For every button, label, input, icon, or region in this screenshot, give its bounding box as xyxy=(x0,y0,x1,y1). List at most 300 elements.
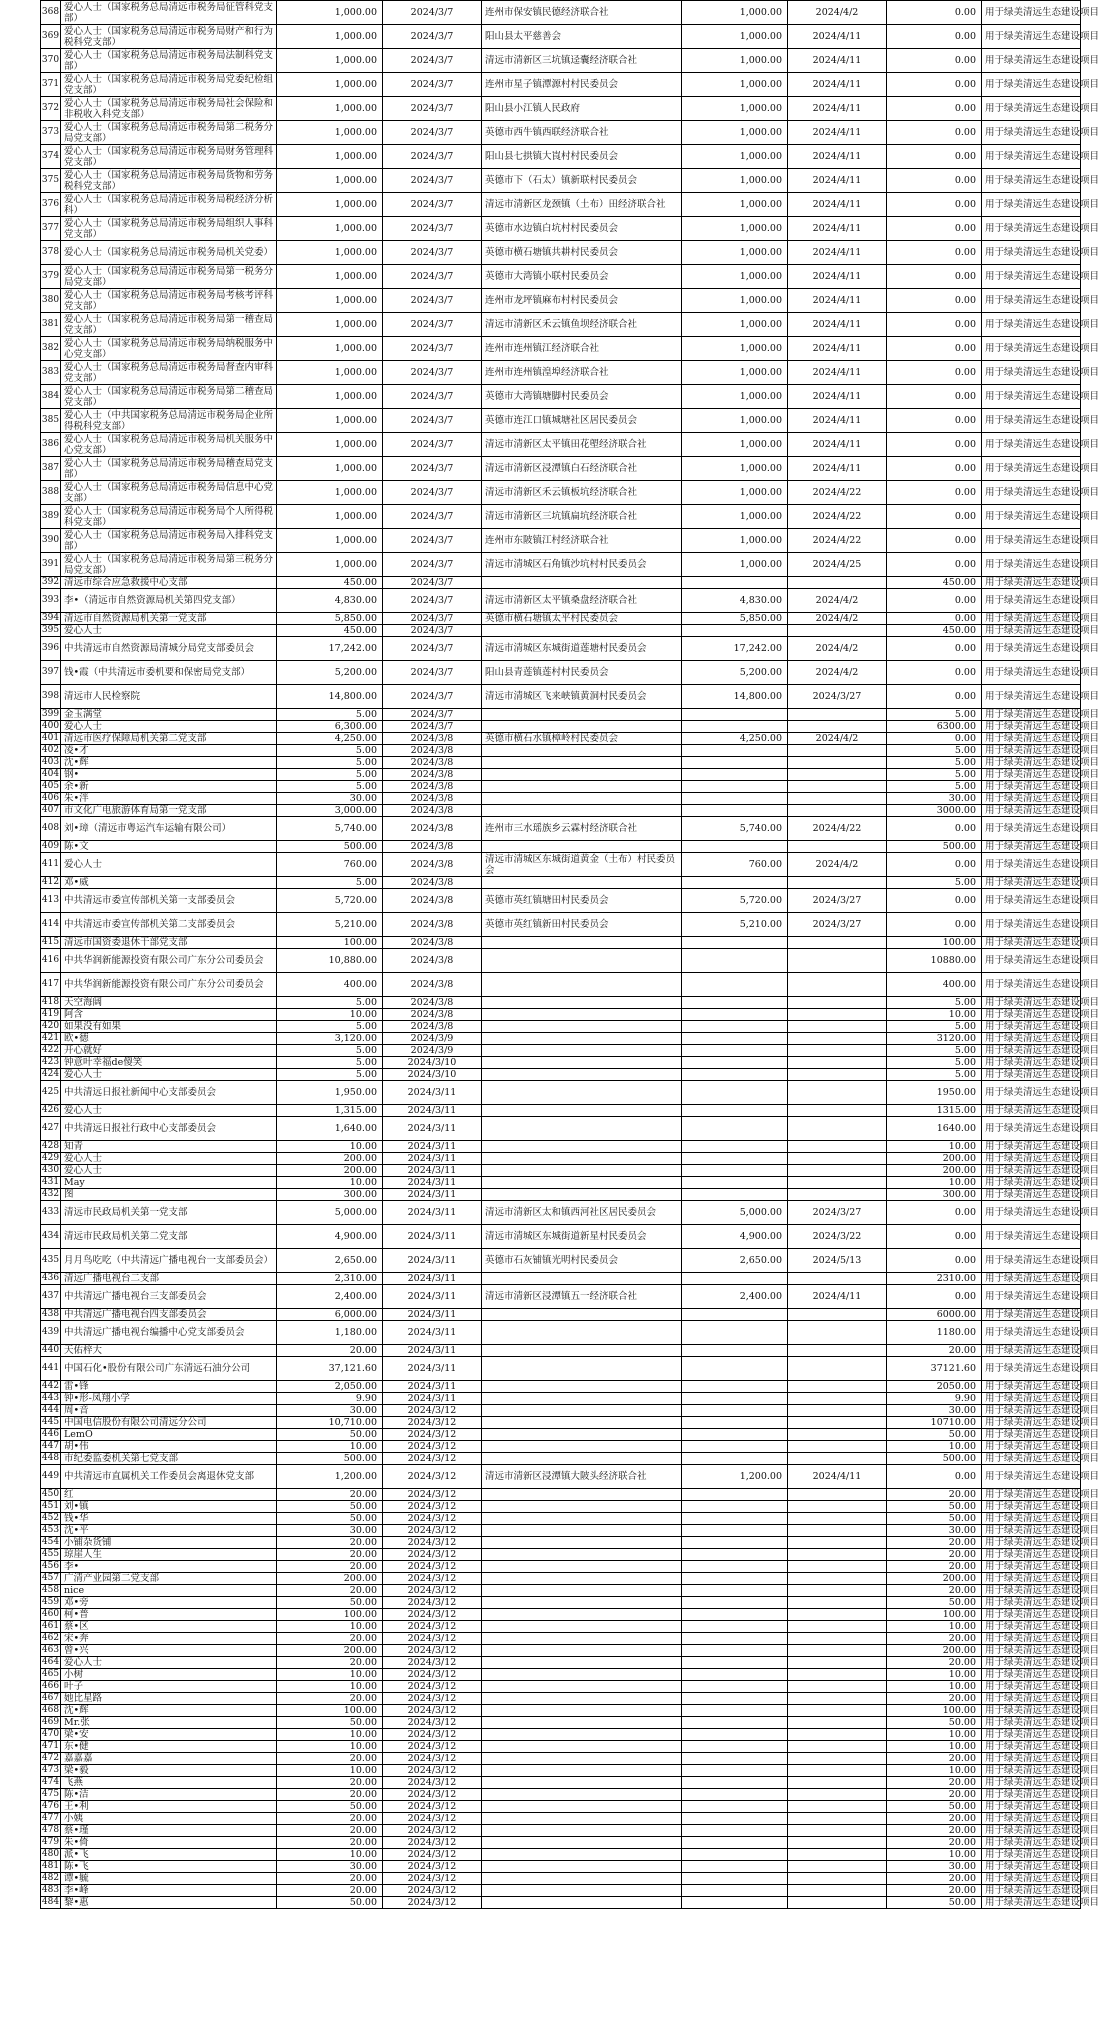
donation-date-cell: 2024/3/12 xyxy=(383,1585,482,1597)
purpose-cell: 用于绿美清远生态建设项目 xyxy=(982,553,1081,577)
disbursed-date-cell xyxy=(788,1345,887,1357)
donor-cell: 王•利 xyxy=(61,1801,277,1813)
balance-cell: 0.00 xyxy=(887,1201,982,1225)
disbursed-date-cell xyxy=(788,1633,887,1645)
table-row xyxy=(41,1417,1081,1429)
recipient-cell: 清远市清城区东城街道黄金（土布）村民委员会 xyxy=(482,853,682,877)
table-row xyxy=(41,1645,1081,1657)
purpose-cell: 用于绿美清远生态建设项目 xyxy=(982,733,1081,745)
donor-cell: 爱心人士（国家税务总局清远市税务局第二税务分局党支部） xyxy=(61,121,277,145)
recipient-cell xyxy=(482,1105,682,1117)
donor-cell: 邓•旁 xyxy=(61,1597,277,1609)
balance-cell: 5.00 xyxy=(887,877,982,889)
disbursed-date-cell xyxy=(788,1561,887,1573)
balance-cell: 0.00 xyxy=(887,25,982,49)
recipient-cell: 连州市连州镇湟埠经济联合社 xyxy=(482,361,682,385)
balance-cell: 400.00 xyxy=(887,973,982,997)
table-row xyxy=(41,1825,1081,1837)
row-number: 467 xyxy=(41,1693,60,1703)
disbursed-amount-cell: 17,242.00 xyxy=(682,637,788,661)
table-row xyxy=(41,169,1081,193)
amount-cell: 1,000.00 xyxy=(277,385,383,409)
donor-cell: 爱心人士（国家税务总局清远市税务局财产和行为税科党支部） xyxy=(61,25,277,49)
disbursed-date-cell xyxy=(788,1105,887,1117)
disbursed-date-cell xyxy=(788,1429,887,1441)
amount-cell: 20.00 xyxy=(277,1693,383,1705)
donor-cell: 朱•泮 xyxy=(61,793,277,805)
table-row xyxy=(41,1729,1081,1741)
disbursed-amount-cell xyxy=(682,1669,788,1681)
amount-cell: 1,000.00 xyxy=(277,313,383,337)
balance-cell: 0.00 xyxy=(887,265,982,289)
table-row xyxy=(41,1765,1081,1777)
disbursed-date-cell xyxy=(788,1525,887,1537)
row-number: 378 xyxy=(41,241,61,265)
disbursed-date-cell: 2024/4/11 xyxy=(788,265,887,289)
donation-date-cell: 2024/3/8 xyxy=(383,913,482,937)
donor-cell: 小姨 xyxy=(61,1813,277,1825)
purpose-cell: 用于绿美清远生态建设项目 xyxy=(982,1621,1081,1633)
balance-cell: 6000.00 xyxy=(887,1309,982,1321)
donation-date-cell: 2024/3/12 xyxy=(383,1669,482,1681)
disbursed-amount-cell: 1,000.00 xyxy=(682,337,788,361)
disbursed-date-cell xyxy=(788,1501,887,1513)
row-number: 450 xyxy=(41,1489,60,1499)
recipient-cell xyxy=(482,781,682,793)
donor-cell: 红 xyxy=(61,1489,277,1501)
table-row xyxy=(41,1321,1081,1345)
row-number: 463 xyxy=(41,1645,60,1655)
recipient-cell xyxy=(482,1069,682,1081)
donation-date-cell: 2024/3/7 xyxy=(383,709,482,721)
table-row xyxy=(41,1885,1081,1897)
balance-cell: 450.00 xyxy=(887,577,982,589)
disbursed-amount-cell: 1,000.00 xyxy=(682,457,788,481)
purpose-cell: 用于绿美清远生态建设项目 xyxy=(982,1249,1081,1273)
disbursed-date-cell xyxy=(788,1393,887,1405)
donor-cell: 爱心人士（国家税务总局清远市税务局机关党委） xyxy=(61,241,277,265)
amount-cell: 20.00 xyxy=(277,1489,383,1501)
donor-cell: 中共清远日报社行政中心支部委员会 xyxy=(61,1117,277,1141)
donation-date-cell: 2024/3/12 xyxy=(383,1813,482,1825)
disbursed-date-cell xyxy=(788,1585,887,1597)
balance-cell: 10.00 xyxy=(887,1441,982,1453)
balance-cell: 10.00 xyxy=(887,1621,982,1633)
table-row xyxy=(41,121,1081,145)
table-row xyxy=(41,1033,1081,1045)
row-number: 436 xyxy=(41,1273,60,1283)
disbursed-date-cell: 2024/4/11 xyxy=(788,385,887,409)
donation-date-cell: 2024/3/11 xyxy=(383,1105,482,1117)
amount-cell: 1,950.00 xyxy=(277,1081,383,1105)
donor-cell: 知青 xyxy=(61,1141,277,1153)
table-row xyxy=(41,1165,1081,1177)
table-row xyxy=(41,241,1081,265)
balance-cell: 0.00 xyxy=(887,733,982,745)
row-number: 484 xyxy=(41,1897,60,1907)
balance-cell: 50.00 xyxy=(887,1801,982,1813)
disbursed-amount-cell: 4,250.00 xyxy=(682,733,788,745)
amount-cell: 1,000.00 xyxy=(277,505,383,529)
donation-date-cell: 2024/3/9 xyxy=(383,1033,482,1045)
disbursed-date-cell xyxy=(788,1621,887,1633)
donation-date-cell: 2024/3/12 xyxy=(383,1501,482,1513)
row-number: 443 xyxy=(41,1393,60,1403)
donation-date-cell: 2024/3/10 xyxy=(383,1069,482,1081)
row-number: 423 xyxy=(41,1057,60,1067)
disbursed-date-cell: 2024/4/22 xyxy=(788,817,887,841)
disbursed-date-cell xyxy=(788,1021,887,1033)
table-row xyxy=(41,1801,1081,1813)
donor-cell: 爱心人士 xyxy=(61,1657,277,1669)
disbursed-amount-cell xyxy=(682,1441,788,1453)
recipient-cell: 清远市清新区太平镇桑盘经济联合社 xyxy=(482,589,682,613)
disbursed-date-cell: 2024/4/2 xyxy=(788,733,887,745)
disbursed-amount-cell xyxy=(682,769,788,781)
donation-date-cell: 2024/3/8 xyxy=(383,949,482,973)
recipient-cell xyxy=(482,1501,682,1513)
disbursed-amount-cell: 1,000.00 xyxy=(682,289,788,313)
amount-cell: 4,900.00 xyxy=(277,1225,383,1249)
recipient-cell: 连州市三水瑶族乡云霖村经济联合社 xyxy=(482,817,682,841)
donor-cell: Mr.张 xyxy=(61,1717,277,1729)
row-number: 431 xyxy=(41,1177,60,1187)
disbursed-date-cell: 2024/4/22 xyxy=(788,481,887,505)
table-row xyxy=(41,853,1081,877)
amount-cell: 37,121.60 xyxy=(277,1357,383,1381)
amount-cell: 1,180.00 xyxy=(277,1321,383,1345)
purpose-cell: 用于绿美清远生态建设项目 xyxy=(982,1849,1081,1861)
amount-cell: 50.00 xyxy=(277,1717,383,1729)
disbursed-amount-cell xyxy=(682,1561,788,1573)
balance-cell: 500.00 xyxy=(887,1453,982,1465)
disbursed-amount-cell xyxy=(682,1033,788,1045)
balance-cell: 0.00 xyxy=(887,217,982,241)
table-row xyxy=(41,661,1081,685)
donation-date-cell: 2024/3/8 xyxy=(383,757,482,769)
disbursed-date-cell xyxy=(788,709,887,721)
purpose-cell: 用于绿美清远生态建设项目 xyxy=(982,1873,1081,1885)
table-row xyxy=(41,1549,1081,1561)
balance-cell: 0.00 xyxy=(887,97,982,121)
disbursed-amount-cell: 2,650.00 xyxy=(682,1249,788,1273)
balance-cell: 9.90 xyxy=(887,1393,982,1405)
recipient-cell xyxy=(482,1513,682,1525)
table-row xyxy=(41,49,1081,73)
recipient-cell xyxy=(482,1573,682,1585)
donation-date-cell: 2024/3/11 xyxy=(383,1309,482,1321)
disbursed-date-cell: 2024/4/11 xyxy=(788,145,887,169)
amount-cell: 3,000.00 xyxy=(277,805,383,817)
purpose-cell: 用于绿美清远生态建设项目 xyxy=(982,1225,1081,1249)
balance-cell: 30.00 xyxy=(887,1861,982,1873)
recipient-cell xyxy=(482,1489,682,1501)
donation-date-cell: 2024/3/7 xyxy=(383,625,482,637)
row-number: 373 xyxy=(41,121,61,145)
amount-cell: 1,000.00 xyxy=(277,25,383,49)
recipient-cell xyxy=(482,1873,682,1885)
balance-cell: 30.00 xyxy=(887,793,982,805)
recipient-cell xyxy=(482,1645,682,1657)
purpose-cell: 用于绿美清远生态建设项目 xyxy=(982,1705,1081,1717)
row-number: 393 xyxy=(41,589,61,613)
purpose-cell: 用于绿美清远生态建设项目 xyxy=(982,889,1081,913)
disbursed-amount-cell xyxy=(682,1537,788,1549)
disbursed-date-cell: 2024/3/22 xyxy=(788,1225,887,1249)
recipient-cell: 连州市东陂镇江村经济联合社 xyxy=(482,529,682,553)
purpose-cell: 用于绿美清远生态建设项目 xyxy=(982,841,1081,853)
table-row xyxy=(41,1585,1081,1597)
purpose-cell: 用于绿美清远生态建设项目 xyxy=(982,1105,1081,1117)
disbursed-amount-cell xyxy=(682,841,788,853)
donation-date-cell: 2024/3/12 xyxy=(383,1753,482,1765)
table-row xyxy=(41,1249,1081,1273)
disbursed-date-cell xyxy=(788,1549,887,1561)
row-number: 434 xyxy=(41,1225,61,1249)
row-number: 381 xyxy=(41,313,61,337)
purpose-cell: 用于绿美清远生态建设项目 xyxy=(982,1501,1081,1513)
disbursed-amount-cell xyxy=(682,1453,788,1465)
donation-date-cell: 2024/3/8 xyxy=(383,973,482,997)
row-number: 480 xyxy=(41,1849,60,1859)
disbursed-amount-cell xyxy=(682,877,788,889)
purpose-cell: 用于绿美清远生态建设项目 xyxy=(982,433,1081,457)
donation-date-cell: 2024/3/12 xyxy=(383,1525,482,1537)
purpose-cell: 用于绿美清远生态建设项目 xyxy=(982,385,1081,409)
row-number: 458 xyxy=(41,1585,60,1595)
disbursed-date-cell xyxy=(788,769,887,781)
recipient-cell xyxy=(482,1273,682,1285)
recipient-cell xyxy=(482,1753,682,1765)
table-row xyxy=(41,1345,1081,1357)
balance-cell: 0.00 xyxy=(887,145,982,169)
purpose-cell: 用于绿美清远生态建设项目 xyxy=(982,289,1081,313)
purpose-cell: 用于绿美清远生态建设项目 xyxy=(982,1657,1081,1669)
table-row xyxy=(41,889,1081,913)
row-number: 424 xyxy=(41,1069,60,1079)
purpose-cell: 用于绿美清远生态建设项目 xyxy=(982,613,1081,625)
row-number: 414 xyxy=(41,913,61,937)
donor-cell: 黎•惠 xyxy=(61,1897,277,1909)
purpose-cell: 用于绿美清远生态建设项目 xyxy=(982,1189,1081,1201)
table-row xyxy=(41,997,1081,1009)
row-number: 468 xyxy=(41,1705,60,1715)
table-row xyxy=(41,841,1081,853)
disbursed-date-cell xyxy=(788,1057,887,1069)
disbursed-date-cell xyxy=(788,841,887,853)
donor-cell: 清远市国资委退休干部党支部 xyxy=(61,937,277,949)
disbursed-amount-cell xyxy=(682,1753,788,1765)
disbursed-amount-cell: 5,740.00 xyxy=(682,817,788,841)
donor-cell: 金玉满堂 xyxy=(61,709,277,721)
disbursed-date-cell: 2024/4/11 xyxy=(788,217,887,241)
balance-cell: 0.00 xyxy=(887,337,982,361)
row-number: 385 xyxy=(41,409,61,433)
donation-date-cell: 2024/3/7 xyxy=(383,289,482,313)
row-number: 457 xyxy=(41,1573,60,1583)
purpose-cell: 用于绿美清远生态建设项目 xyxy=(982,1789,1081,1801)
disbursed-date-cell xyxy=(788,1573,887,1585)
balance-cell: 10.00 xyxy=(887,1729,982,1741)
balance-cell: 0.00 xyxy=(887,313,982,337)
amount-cell: 20.00 xyxy=(277,1633,383,1645)
disbursed-date-cell xyxy=(788,1117,887,1141)
balance-cell: 2050.00 xyxy=(887,1381,982,1393)
donation-date-cell: 2024/3/12 xyxy=(383,1789,482,1801)
purpose-cell: 用于绿美清远生态建设项目 xyxy=(982,1357,1081,1381)
donor-cell: 爱心人士（国家税务总局清远市税务局法制科党支部） xyxy=(61,49,277,73)
amount-cell: 5.00 xyxy=(277,1057,383,1069)
amount-cell: 5,850.00 xyxy=(277,613,383,625)
row-number: 464 xyxy=(41,1657,60,1667)
disbursed-amount-cell xyxy=(682,625,788,637)
purpose-cell: 用于绿美清远生态建设项目 xyxy=(982,457,1081,481)
purpose-cell: 用于绿美清远生态建设项目 xyxy=(982,745,1081,757)
purpose-cell: 用于绿美清远生态建设项目 xyxy=(982,1177,1081,1189)
recipient-cell xyxy=(482,769,682,781)
balance-cell: 10.00 xyxy=(887,1741,982,1753)
amount-cell: 10.00 xyxy=(277,1681,383,1693)
disbursed-amount-cell: 1,000.00 xyxy=(682,553,788,577)
donation-date-cell: 2024/3/12 xyxy=(383,1681,482,1693)
amount-cell: 5.00 xyxy=(277,757,383,769)
donor-cell: 琼崖人生 xyxy=(61,1549,277,1561)
balance-cell: 1315.00 xyxy=(887,1105,982,1117)
donor-cell: 爱心人士（国家税务总局清远市税务局第一稽查局党支部） xyxy=(61,313,277,337)
purpose-cell: 用于绿美清远生态建设项目 xyxy=(982,1741,1081,1753)
donor-cell: 爱心人士（国家税务总局清远市税务局第一税务分局党支部） xyxy=(61,265,277,289)
table-row xyxy=(41,1177,1081,1189)
purpose-cell: 用于绿美清远生态建设项目 xyxy=(982,1537,1081,1549)
row-number: 444 xyxy=(41,1405,60,1415)
purpose-cell: 用于绿美清远生态建设项目 xyxy=(982,1417,1081,1429)
recipient-cell xyxy=(482,1597,682,1609)
donor-cell: 清远广播电视台二支部 xyxy=(61,1273,277,1285)
disbursed-date-cell xyxy=(788,1609,887,1621)
purpose-cell: 用于绿美清远生态建设项目 xyxy=(982,1897,1081,1909)
amount-cell: 300.00 xyxy=(277,1189,383,1201)
row-number: 438 xyxy=(41,1309,60,1319)
donor-cell: 雷•锋 xyxy=(61,1381,277,1393)
purpose-cell: 用于绿美清远生态建设项目 xyxy=(982,661,1081,685)
donor-cell: 开心就好 xyxy=(61,1045,277,1057)
disbursed-amount-cell xyxy=(682,1525,788,1537)
recipient-cell xyxy=(482,1429,682,1441)
recipient-cell xyxy=(482,1657,682,1669)
disbursed-amount-cell: 1,000.00 xyxy=(682,97,788,121)
recipient-cell xyxy=(482,1165,682,1177)
recipient-cell: 英德市英红镇新田村民委员会 xyxy=(482,913,682,937)
balance-cell: 5.00 xyxy=(887,709,982,721)
donation-date-cell: 2024/3/12 xyxy=(383,1549,482,1561)
disbursed-date-cell: 2024/4/2 xyxy=(788,661,887,685)
table-row xyxy=(41,1465,1081,1489)
donor-cell: 东•健 xyxy=(61,1741,277,1753)
donor-cell: 爱心人士 xyxy=(61,853,277,877)
disbursed-date-cell xyxy=(788,1765,887,1777)
balance-cell: 0.00 xyxy=(887,49,982,73)
amount-cell: 1,200.00 xyxy=(277,1465,383,1489)
purpose-cell: 用于绿美清远生态建设项目 xyxy=(982,1309,1081,1321)
row-number: 372 xyxy=(41,97,61,121)
donation-date-cell: 2024/3/11 xyxy=(383,1249,482,1273)
donor-cell: 爱心人士（国家税务总局清远市税务局货物和劳务税科党支部） xyxy=(61,169,277,193)
donation-date-cell: 2024/3/12 xyxy=(383,1621,482,1633)
table-row xyxy=(41,1357,1081,1381)
disbursed-amount-cell: 2,400.00 xyxy=(682,1285,788,1309)
table-row xyxy=(41,145,1081,169)
purpose-cell: 用于绿美清远生态建设项目 xyxy=(982,1729,1081,1741)
donation-date-cell: 2024/3/7 xyxy=(383,1,482,25)
donor-cell: 爱心人士（国家税务总局清远市税务局个人所得税科党支部） xyxy=(61,505,277,529)
disbursed-date-cell: 2024/4/11 xyxy=(788,73,887,97)
donation-date-cell: 2024/3/7 xyxy=(383,25,482,49)
donor-cell: 邓•威 xyxy=(61,877,277,889)
amount-cell: 6,300.00 xyxy=(277,721,383,733)
amount-cell: 1,000.00 xyxy=(277,97,383,121)
purpose-cell: 用于绿美清远生态建设项目 xyxy=(982,709,1081,721)
donation-date-cell: 2024/3/7 xyxy=(383,337,482,361)
amount-cell: 5,720.00 xyxy=(277,889,383,913)
disbursed-amount-cell xyxy=(682,1777,788,1789)
disbursed-date-cell xyxy=(788,1141,887,1153)
donor-cell: 飞燕 xyxy=(61,1777,277,1789)
recipient-cell: 连州市星子镇潭源村村民委员会 xyxy=(482,73,682,97)
purpose-cell: 用于绿美清远生态建设项目 xyxy=(982,793,1081,805)
purpose-cell: 用于绿美清远生态建设项目 xyxy=(982,1645,1081,1657)
row-number: 477 xyxy=(41,1813,60,1823)
balance-cell: 20.00 xyxy=(887,1873,982,1885)
disbursed-date-cell xyxy=(788,1045,887,1057)
donation-date-cell: 2024/3/12 xyxy=(383,1837,482,1849)
donation-date-cell: 2024/3/12 xyxy=(383,1537,482,1549)
donation-date-cell: 2024/3/12 xyxy=(383,1741,482,1753)
donor-cell: 李•（清远市自然资源局机关第四党支部） xyxy=(61,589,277,613)
disbursed-amount-cell: 1,000.00 xyxy=(682,313,788,337)
amount-cell: 450.00 xyxy=(277,577,383,589)
amount-cell: 5,740.00 xyxy=(277,817,383,841)
purpose-cell: 用于绿美清远生态建设项目 xyxy=(982,1165,1081,1177)
amount-cell: 2,050.00 xyxy=(277,1381,383,1393)
balance-cell: 10.00 xyxy=(887,1681,982,1693)
recipient-cell xyxy=(482,877,682,889)
donor-cell: 爱心人士（国家税务总局清远市税务局考核考评科党支部） xyxy=(61,289,277,313)
balance-cell: 100.00 xyxy=(887,1609,982,1621)
purpose-cell: 用于绿美清远生态建设项目 xyxy=(982,1069,1081,1081)
balance-cell: 50.00 xyxy=(887,1597,982,1609)
donation-date-cell: 2024/3/11 xyxy=(383,1165,482,1177)
disbursed-amount-cell xyxy=(682,1309,788,1321)
disbursed-amount-cell xyxy=(682,793,788,805)
disbursed-date-cell: 2024/4/11 xyxy=(788,289,887,313)
disbursed-amount-cell xyxy=(682,1585,788,1597)
recipient-cell: 清远市清新区禾云镇鱼坝经济联合社 xyxy=(482,313,682,337)
donor-cell: 刘•璋（清远市粤运汽车运输有限公司） xyxy=(61,817,277,841)
disbursed-date-cell: 2024/4/11 xyxy=(788,457,887,481)
disbursed-amount-cell xyxy=(682,1897,788,1909)
amount-cell: 1,000.00 xyxy=(277,409,383,433)
recipient-cell xyxy=(482,1693,682,1705)
recipient-cell xyxy=(482,1045,682,1057)
donation-date-cell: 2024/3/8 xyxy=(383,1009,482,1021)
row-number: 419 xyxy=(41,1009,60,1019)
amount-cell: 5.00 xyxy=(277,1021,383,1033)
disbursed-date-cell xyxy=(788,1513,887,1525)
donor-cell: 李• xyxy=(61,1561,277,1573)
amount-cell: 1,000.00 xyxy=(277,433,383,457)
recipient-cell: 英德市石灰铺镇光明村民委员会 xyxy=(482,1249,682,1273)
purpose-cell: 用于绿美清远生态建设项目 xyxy=(982,1765,1081,1777)
